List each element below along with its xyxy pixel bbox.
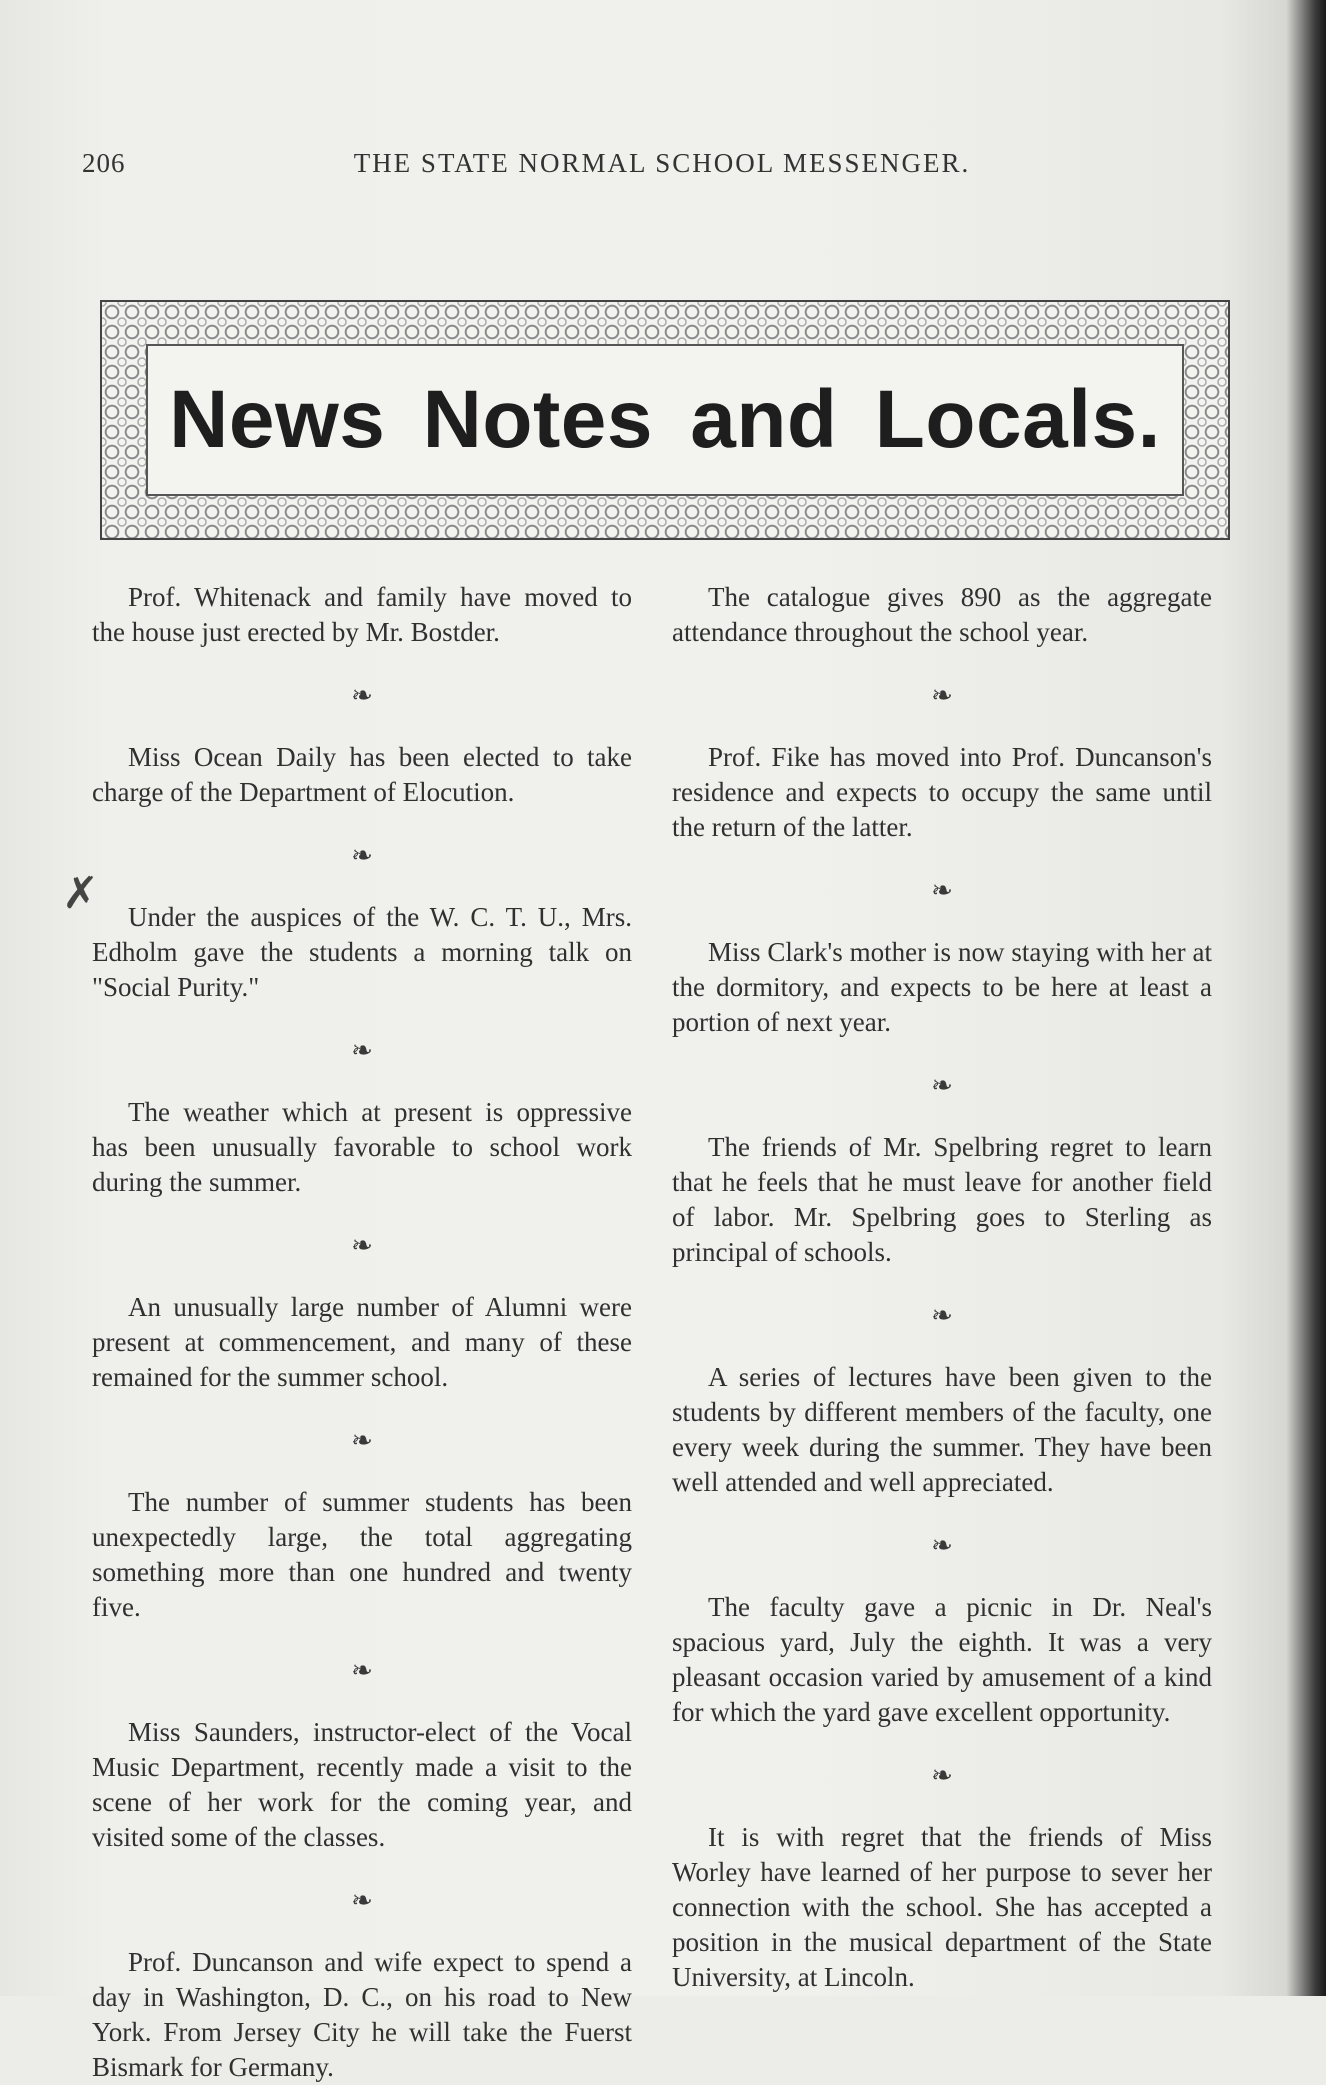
section-title: News Notes and Locals. (169, 374, 1161, 465)
handwritten-margin-mark: ✗ (62, 868, 99, 919)
fleuron-divider-icon: ❧ (351, 1425, 373, 1455)
news-item: The catalogue gives 890 as the aggregate attendance throughout the school year. (672, 582, 1212, 647)
fleuron-divider-icon: ❧ (931, 680, 953, 710)
fleuron-divider-icon: ❧ (931, 1300, 953, 1330)
journal-title: THE STATE NORMAL SCHOOL MESSENGER. (353, 148, 971, 178)
section-banner (100, 300, 1230, 540)
news-item: A series of lectures have been given to the students by different members of the faculty, one every week during the summer. They have been well attended and well appreciated. (672, 1362, 1212, 1497)
fleuron-divider-icon: ❧ (931, 1070, 953, 1100)
news-item: An unusually large number of Alumni were present at commencement, and many of these remained for the summer school. (92, 1292, 632, 1392)
fleuron-divider-icon: ❧ (351, 680, 373, 710)
right-column (672, 580, 1212, 1995)
fleuron-divider-icon: ❧ (351, 1655, 373, 1685)
fleuron-divider-icon: ❧ (931, 1760, 953, 1790)
fleuron-divider-icon: ❧ (351, 840, 373, 870)
running-head (82, 148, 1242, 188)
fleuron-divider-icon: ❧ (931, 875, 953, 905)
news-item: Prof. Duncanson and wife expect to spend a day in Washington, D. C., on his road to New York. From Jersey City he will take the Fuerst Bismark for Germany. (92, 1947, 632, 2082)
news-item: It is with regret that the friends of Miss Worley have learned of her purpose to sever her connection with the school. She has accepted a position in the musical department of the State University, at Lincoln. (672, 1822, 1212, 1992)
news-item: The weather which at present is oppressive has been unusually favorable to school work during the summer. (92, 1097, 632, 1197)
fleuron-divider-icon: ❧ (351, 1230, 373, 1260)
fleuron-divider-icon: ❧ (351, 1035, 373, 1065)
page-number: 206 (82, 148, 126, 178)
news-item: Miss Saunders, instructor-elect of the Vocal Music Department, recently made a visit to the scene of her work for the coming year, and visited some of the classes. (92, 1717, 632, 1852)
fleuron-divider-icon: ❧ (351, 1885, 373, 1915)
news-item: Under the auspices of the W. C. T. U., Mrs. Edholm gave the students a morning talk on "Social Purity." (92, 902, 632, 1002)
news-item: The friends of Mr. Spelbring regret to learn that he feels that he must leave for another field of labor. Mr. Spelbring goes to Sterling as principal of schools. (672, 1132, 1212, 1267)
banner-frame (146, 344, 1184, 496)
news-item: Miss Ocean Daily has been elected to take charge of the Department of Elocution. (92, 742, 632, 807)
news-item: Miss Clark's mother is now staying with her at the dormitory, and expects to be here at least a portion of next year. (672, 937, 1212, 1037)
news-item: Prof. Fike has moved into Prof. Duncanson's residence and expects to occupy the same until the return of the latter. (672, 742, 1212, 842)
news-item: Prof. Whitenack and family have moved to the house just erected by Mr. Bostder. (92, 582, 632, 647)
left-column (92, 580, 632, 2085)
news-item: The number of summer students has been unexpectedly large, the total aggregating something more than one hundred and twenty five. (92, 1487, 632, 1622)
news-item: The faculty gave a picnic in Dr. Neal's spacious yard, July the eighth. It was a very pleasant occasion varied by amusement of a kind for which the yard gave excellent opportunity. (672, 1592, 1212, 1727)
fleuron-divider-icon: ❧ (931, 1530, 953, 1560)
